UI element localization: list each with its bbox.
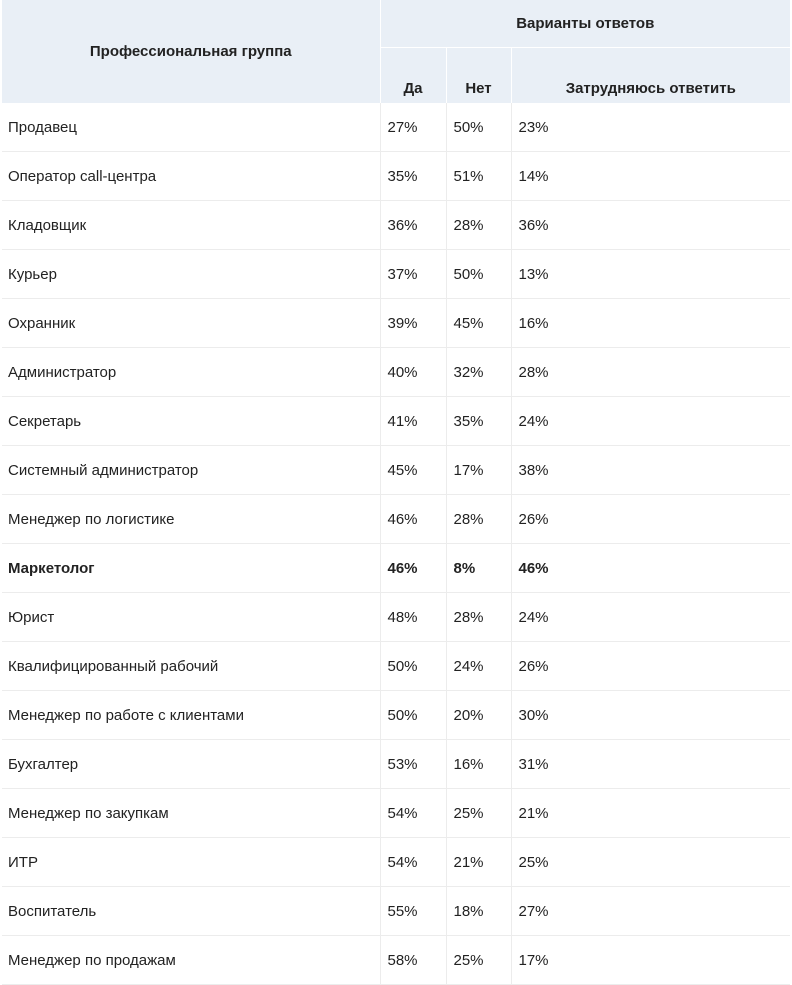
- cell-professional-group: Секретарь: [2, 397, 380, 446]
- cell-professional-group: Кладовщик: [2, 201, 380, 250]
- cell-yes: 50%: [380, 642, 446, 691]
- cell-hard-to-answer: 24%: [511, 593, 790, 642]
- cell-no: 28%: [446, 201, 511, 250]
- cell-no: 17%: [446, 446, 511, 495]
- cell-yes: 48%: [380, 593, 446, 642]
- cell-hard-to-answer: 31%: [511, 740, 790, 789]
- table-row: [2, 397, 790, 446]
- table-row: [2, 691, 790, 740]
- cell-no: 50%: [446, 103, 511, 152]
- cell-professional-group: Менеджер по закупкам: [2, 789, 380, 838]
- cell-no: 25%: [446, 789, 511, 838]
- cell-professional-group: Системный администратор: [2, 446, 380, 495]
- cell-yes: 50%: [380, 691, 446, 740]
- cell-hard-to-answer: 28%: [511, 348, 790, 397]
- header-answer-options: Варианты ответов: [380, 0, 790, 48]
- cell-no: 25%: [446, 936, 511, 985]
- cell-yes: 39%: [380, 299, 446, 348]
- cell-yes: 54%: [380, 838, 446, 887]
- cell-professional-group: Менеджер по работе с клиентами: [2, 691, 380, 740]
- header-professional-group: Профессиональная группа: [2, 0, 380, 103]
- cell-hard-to-answer: 46%: [511, 544, 790, 593]
- table-row: [2, 593, 790, 642]
- cell-yes: 46%: [380, 544, 446, 593]
- table-row: [2, 789, 790, 838]
- cell-hard-to-answer: 36%: [511, 201, 790, 250]
- cell-no: 50%: [446, 250, 511, 299]
- table-row: [2, 446, 790, 495]
- cell-yes: 27%: [380, 103, 446, 152]
- cell-no: 18%: [446, 887, 511, 936]
- cell-no: 28%: [446, 593, 511, 642]
- table-header: [2, 0, 790, 103]
- cell-no: 16%: [446, 740, 511, 789]
- cell-professional-group: Квалифицированный рабочий: [2, 642, 380, 691]
- cell-professional-group: Охранник: [2, 299, 380, 348]
- table-row: [2, 250, 790, 299]
- table-row: [2, 740, 790, 789]
- cell-professional-group: Продавец: [2, 103, 380, 152]
- cell-professional-group: Оператор call-центра: [2, 152, 380, 201]
- cell-hard-to-answer: 16%: [511, 299, 790, 348]
- cell-yes: 45%: [380, 446, 446, 495]
- cell-hard-to-answer: 26%: [511, 495, 790, 544]
- header-hard-to-answer: Затрудняюсь ответить: [511, 48, 790, 104]
- cell-yes: 46%: [380, 495, 446, 544]
- cell-professional-group: ИТР: [2, 838, 380, 887]
- cell-no: 8%: [446, 544, 511, 593]
- table-row: [2, 887, 790, 936]
- cell-hard-to-answer: 17%: [511, 936, 790, 985]
- cell-professional-group: Юрист: [2, 593, 380, 642]
- cell-yes: 35%: [380, 152, 446, 201]
- cell-yes: 54%: [380, 789, 446, 838]
- survey-table-container: [2, 0, 790, 985]
- cell-hard-to-answer: 24%: [511, 397, 790, 446]
- table-row: [2, 348, 790, 397]
- cell-yes: 37%: [380, 250, 446, 299]
- cell-professional-group: Курьер: [2, 250, 380, 299]
- cell-professional-group: Администратор: [2, 348, 380, 397]
- cell-hard-to-answer: 38%: [511, 446, 790, 495]
- cell-hard-to-answer: 13%: [511, 250, 790, 299]
- cell-no: 32%: [446, 348, 511, 397]
- cell-yes: 36%: [380, 201, 446, 250]
- table-row: [2, 936, 790, 985]
- cell-no: 21%: [446, 838, 511, 887]
- cell-yes: 40%: [380, 348, 446, 397]
- cell-professional-group: Менеджер по продажам: [2, 936, 380, 985]
- table-row: [2, 544, 790, 593]
- cell-professional-group: Воспитатель: [2, 887, 380, 936]
- cell-no: 45%: [446, 299, 511, 348]
- cell-hard-to-answer: 30%: [511, 691, 790, 740]
- cell-no: 28%: [446, 495, 511, 544]
- cell-no: 51%: [446, 152, 511, 201]
- cell-hard-to-answer: 21%: [511, 789, 790, 838]
- cell-hard-to-answer: 25%: [511, 838, 790, 887]
- table-row: [2, 299, 790, 348]
- cell-no: 35%: [446, 397, 511, 446]
- cell-yes: 58%: [380, 936, 446, 985]
- cell-hard-to-answer: 26%: [511, 642, 790, 691]
- cell-yes: 55%: [380, 887, 446, 936]
- table-row: [2, 201, 790, 250]
- table-row: [2, 152, 790, 201]
- table-row: [2, 495, 790, 544]
- table-row: [2, 838, 790, 887]
- cell-yes: 41%: [380, 397, 446, 446]
- cell-hard-to-answer: 27%: [511, 887, 790, 936]
- table-row: [2, 103, 790, 152]
- header-no: Нет: [446, 48, 511, 104]
- cell-no: 20%: [446, 691, 511, 740]
- header-yes: Да: [380, 48, 446, 104]
- cell-professional-group: Менеджер по логистике: [2, 495, 380, 544]
- cell-professional-group: Маркетолог: [2, 544, 380, 593]
- cell-hard-to-answer: 14%: [511, 152, 790, 201]
- table-body: [2, 103, 790, 985]
- cell-hard-to-answer: 23%: [511, 103, 790, 152]
- survey-table: [2, 0, 790, 985]
- cell-no: 24%: [446, 642, 511, 691]
- cell-professional-group: Бухгалтер: [2, 740, 380, 789]
- table-row: [2, 642, 790, 691]
- cell-yes: 53%: [380, 740, 446, 789]
